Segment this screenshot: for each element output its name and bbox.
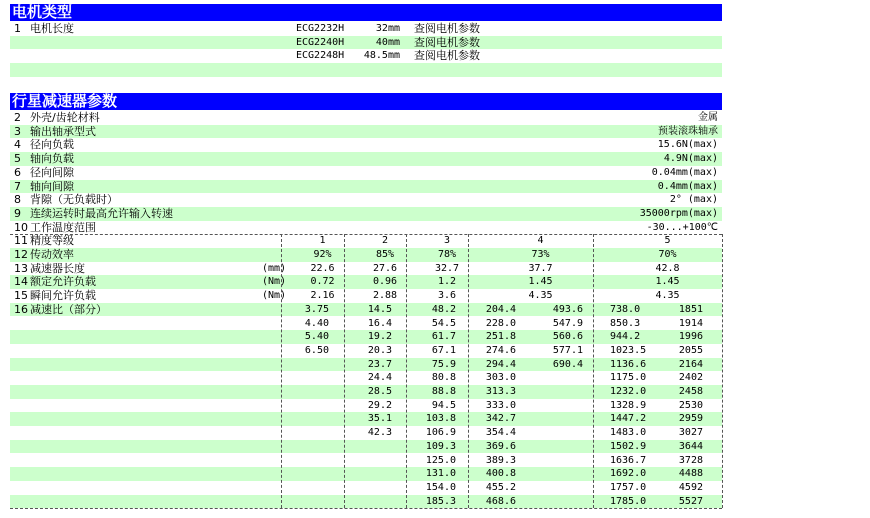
ratio-row: [10, 426, 722, 440]
ratio-stage1: 5.40: [304, 331, 329, 343]
ratio-stage5: 1328.9: [610, 399, 647, 411]
property-row: [10, 111, 722, 125]
ratio-stage4: 455.2: [485, 481, 516, 493]
stage-spec-row: [10, 248, 722, 262]
stage-number: 5: [664, 235, 671, 247]
ratio-stage5: 1232.0: [610, 386, 647, 397]
row-index: 3: [14, 124, 21, 138]
section-title-gearbox: 行星减速器参数: [10, 93, 722, 110]
ratio-stage4: 560.6: [552, 331, 583, 343]
stage-header-row: [10, 234, 722, 248]
ratio-stage5: 1502.9: [610, 440, 647, 452]
grid-line: [10, 234, 722, 235]
stage-number: 2: [381, 235, 389, 247]
ratio-row: [10, 317, 722, 331]
row-value: 预装滚珠轴承: [658, 125, 718, 137]
stage-value: 1.45: [655, 276, 680, 288]
grid-line: [593, 234, 594, 508]
ratio-stage5: 1757.0: [610, 481, 647, 493]
ratio-stage5: 1023.5: [610, 344, 647, 356]
ratio-row: [10, 358, 722, 372]
ratio-stage4: 204.4: [485, 303, 516, 315]
ratio-stage5: 944.2: [610, 331, 641, 343]
grid-line: [722, 234, 723, 508]
property-row: [10, 138, 722, 152]
ratio-stage4: 547.9: [552, 317, 583, 329]
motor-model: ECG2248H: [296, 50, 345, 62]
ratio-row: [10, 399, 722, 413]
motor-params-link[interactable]: 查阅电机参数: [414, 35, 480, 49]
row-value: 35000rpm(max): [639, 207, 718, 219]
row-label: 轴向间隙: [30, 179, 74, 193]
stage-value: 42.8: [655, 262, 680, 274]
stage-value: 73%: [531, 249, 550, 260]
ratio-stage4: 400.8: [485, 468, 516, 480]
stage-value: 92%: [313, 249, 332, 260]
row-index: 1: [14, 22, 21, 35]
stage-value: 27.6: [372, 262, 398, 274]
ratio-stage4: 342.7: [485, 413, 516, 425]
motor-row: [10, 63, 722, 77]
ratio-stage5: 2959: [678, 413, 703, 425]
ratio-stage4: 294.4: [485, 358, 516, 370]
ratio-stage1: 6.50: [304, 344, 329, 356]
ratio-stage2: 42.3: [367, 427, 392, 439]
ratio-stage5: 1636.7: [610, 454, 647, 466]
stage-number: 1: [319, 235, 326, 247]
row-index: 12: [14, 248, 28, 261]
grid-line: [281, 234, 282, 508]
grid-line: [468, 234, 469, 508]
section-title-motor: 电机类型: [10, 4, 722, 21]
row-index: 16: [14, 302, 28, 316]
ratio-stage2: 23.7: [367, 358, 392, 370]
ratio-stage5: 2164: [678, 358, 703, 370]
ratio-stage3: 106.9: [425, 427, 456, 439]
ratio-stage5: 3027: [678, 427, 703, 439]
ratio-stage4: 251.8: [485, 331, 516, 343]
ratio-stage5: 850.3: [610, 317, 641, 329]
row-label: 额定允许负载: [30, 275, 96, 289]
row-label: 轴向负载: [30, 152, 74, 166]
ratio-stage3: 109.3: [425, 440, 456, 452]
ratio-stage3: 125.0: [425, 454, 456, 466]
ratio-stage5: 1175.0: [610, 372, 647, 384]
stage-spec-row: [10, 262, 722, 276]
ratio-stage2: 16.4: [367, 317, 392, 329]
ratio-stage5: 5527: [678, 495, 703, 507]
ratio-stage4: 577.1: [552, 344, 583, 356]
row-label: 连续运转时最高允许输入转速: [30, 206, 173, 220]
row-label: 电机长度: [30, 22, 74, 35]
ratio-stage2: 28.5: [367, 386, 392, 397]
ratio-stage1: 4.40: [304, 317, 329, 329]
row-label: 传动效率: [30, 248, 74, 261]
row-label: 输出轴承型式: [30, 124, 96, 138]
row-index: 15: [14, 289, 28, 303]
stage-value: 22.6: [310, 262, 335, 274]
motor-length: 32mm: [375, 23, 400, 34]
row-index: 4: [14, 138, 21, 152]
ratio-stage3: 75.9: [431, 358, 456, 370]
ratio-stage2: 19.2: [367, 331, 392, 343]
row-index: 14: [14, 275, 28, 289]
ratio-stage4: 313.3: [485, 386, 516, 397]
motor-model: ECG2240H: [296, 36, 345, 48]
property-row: [10, 207, 722, 221]
row-label: 径向负载: [30, 138, 74, 152]
motor-row: [10, 36, 722, 50]
ratio-stage4: 274.6: [485, 344, 516, 356]
property-row: [10, 125, 722, 139]
ratio-row: [10, 481, 722, 495]
ratio-stage3: 88.8: [431, 386, 456, 397]
ratio-stage3: 61.7: [431, 331, 456, 343]
property-row: [10, 152, 722, 166]
row-index: 9: [14, 206, 21, 220]
stage-value: 1.45: [528, 276, 553, 288]
ratio-stage2: 35.1: [367, 413, 392, 425]
ratio-stage5: 1447.2: [610, 413, 647, 425]
property-row: [10, 221, 722, 235]
ratio-stage5: 1692.0: [610, 468, 647, 480]
ratio-row: [10, 303, 722, 317]
stage-value: 70%: [658, 249, 677, 260]
ratio-row: [10, 412, 722, 426]
property-row: [10, 166, 722, 180]
motor-params-link[interactable]: 查阅电机参数: [414, 49, 480, 63]
stage-value: 2.88: [372, 290, 398, 302]
row-value: 15.6N(max): [657, 139, 718, 151]
stage-value: 4.35: [655, 290, 680, 302]
stage-value: 0.96: [372, 276, 398, 288]
row-label: 外壳/齿轮材料: [30, 111, 100, 124]
row-label: 减速器长度: [30, 261, 85, 275]
motor-row: [10, 22, 722, 36]
ratio-row: [10, 440, 722, 454]
row-label: 精度等级: [30, 234, 74, 248]
ratio-row: [10, 385, 722, 399]
ratio-stage1: 3.75: [304, 303, 329, 315]
ratio-stage5: 3644: [678, 440, 703, 452]
ratio-stage2: 14.5: [367, 303, 392, 315]
row-value: 金属: [698, 112, 718, 123]
row-label: 背隙（无负载时）: [30, 193, 118, 207]
ratio-stage4: 468.6: [485, 495, 516, 507]
ratio-stage5: 1914: [678, 317, 703, 329]
ratio-stage3: 67.1: [431, 344, 456, 356]
ratio-stage2: 29.2: [367, 399, 392, 411]
ratio-stage4: 493.6: [552, 303, 583, 315]
grid-line: [406, 234, 407, 508]
row-unit: (Nm): [262, 276, 287, 288]
row-index: 10: [14, 220, 28, 234]
ratio-stage4: 228.0: [485, 317, 516, 329]
ratio-stage5: 1785.0: [610, 495, 647, 507]
stage-value: 32.7: [434, 262, 460, 274]
row-index: 11: [14, 234, 28, 248]
ratio-stage5: 2402: [678, 372, 703, 384]
row-index: 8: [14, 193, 21, 207]
row-value: 0.4mm(max): [657, 180, 718, 192]
stage-value: 78%: [437, 249, 457, 260]
ratio-stage3: 80.8: [431, 372, 456, 384]
motor-model: ECG2232H: [296, 23, 345, 34]
ratio-stage3: 154.0: [425, 481, 456, 493]
row-unit: (mm): [262, 262, 287, 274]
grid-line: [344, 234, 345, 508]
row-index: 6: [14, 165, 21, 179]
ratio-stage5: 2055: [678, 344, 703, 356]
ratio-stage5: 738.0: [610, 303, 641, 315]
row-index: 5: [14, 152, 21, 166]
row-index: 7: [14, 179, 21, 193]
ratio-stage5: 1136.6: [610, 358, 647, 370]
ratio-stage4: 369.6: [485, 440, 516, 452]
grid-line: [10, 508, 722, 509]
ratio-stage4: 389.3: [485, 454, 516, 466]
row-value: 2° (max): [669, 194, 718, 206]
ratio-stage5: 1996: [678, 331, 703, 343]
stage-number: 3: [443, 235, 451, 247]
row-label: 径向间隙: [30, 165, 74, 179]
stage-spec-row: [10, 275, 722, 289]
stage-value: 37.7: [528, 262, 553, 274]
ratio-row: [10, 454, 722, 468]
ratio-stage2: 20.3: [367, 344, 392, 356]
ratio-stage4: 690.4: [552, 358, 583, 370]
row-index: 2: [14, 111, 21, 124]
stage-number: 4: [537, 235, 544, 247]
row-unit: (Nm): [262, 290, 287, 302]
row-index: 13: [14, 261, 28, 275]
ratio-stage3: 94.5: [431, 399, 456, 411]
row-label: 工作温度范围: [30, 220, 96, 234]
ratio-stage5: 1851: [678, 303, 703, 315]
stage-value: 0.72: [310, 276, 335, 288]
ratio-stage4: 354.4: [485, 427, 516, 439]
ratio-row: [10, 371, 722, 385]
ratio-stage2: 24.4: [367, 372, 392, 384]
stage-value: 2.16: [310, 290, 335, 302]
stage-value: 3.6: [437, 290, 457, 302]
stage-value: 1.2: [437, 276, 457, 288]
row-label: 瞬间允许负载: [30, 289, 96, 303]
property-row: [10, 180, 722, 194]
stage-value: 4.35: [528, 290, 553, 302]
ratio-row: [10, 467, 722, 481]
row-value: 4.9N(max): [663, 153, 718, 165]
ratio-stage3: 54.5: [431, 317, 456, 329]
ratio-row: [10, 330, 722, 344]
ratio-stage3: 48.2: [431, 303, 456, 315]
row-value: 0.04mm(max): [651, 166, 718, 178]
ratio-stage3: 103.8: [425, 413, 456, 425]
ratio-stage4: 333.0: [485, 399, 516, 411]
motor-length: 40mm: [375, 36, 400, 48]
ratio-stage5: 3728: [678, 454, 703, 466]
row-label: 减速比（部分）: [30, 302, 107, 316]
ratio-stage5: 2530: [678, 399, 703, 411]
ratio-stage5: 4488: [678, 468, 703, 480]
ratio-stage3: 131.0: [425, 468, 456, 480]
stage-spec-row: [10, 289, 722, 303]
motor-length: 48.5mm: [363, 50, 400, 62]
ratio-row: [10, 344, 722, 358]
ratio-stage5: 1483.0: [610, 427, 647, 439]
ratio-stage4: 303.0: [485, 372, 516, 384]
property-row: [10, 193, 722, 207]
ratio-stage5: 4592: [678, 481, 703, 493]
stage-value: 85%: [375, 249, 395, 260]
row-value: -30...+100℃: [646, 221, 718, 233]
ratio-stage3: 185.3: [425, 495, 456, 507]
ratio-row: [10, 495, 722, 509]
motor-params-link[interactable]: 查阅电机参数: [414, 22, 480, 35]
ratio-stage5: 2458: [678, 386, 703, 397]
motor-row: [10, 49, 722, 63]
